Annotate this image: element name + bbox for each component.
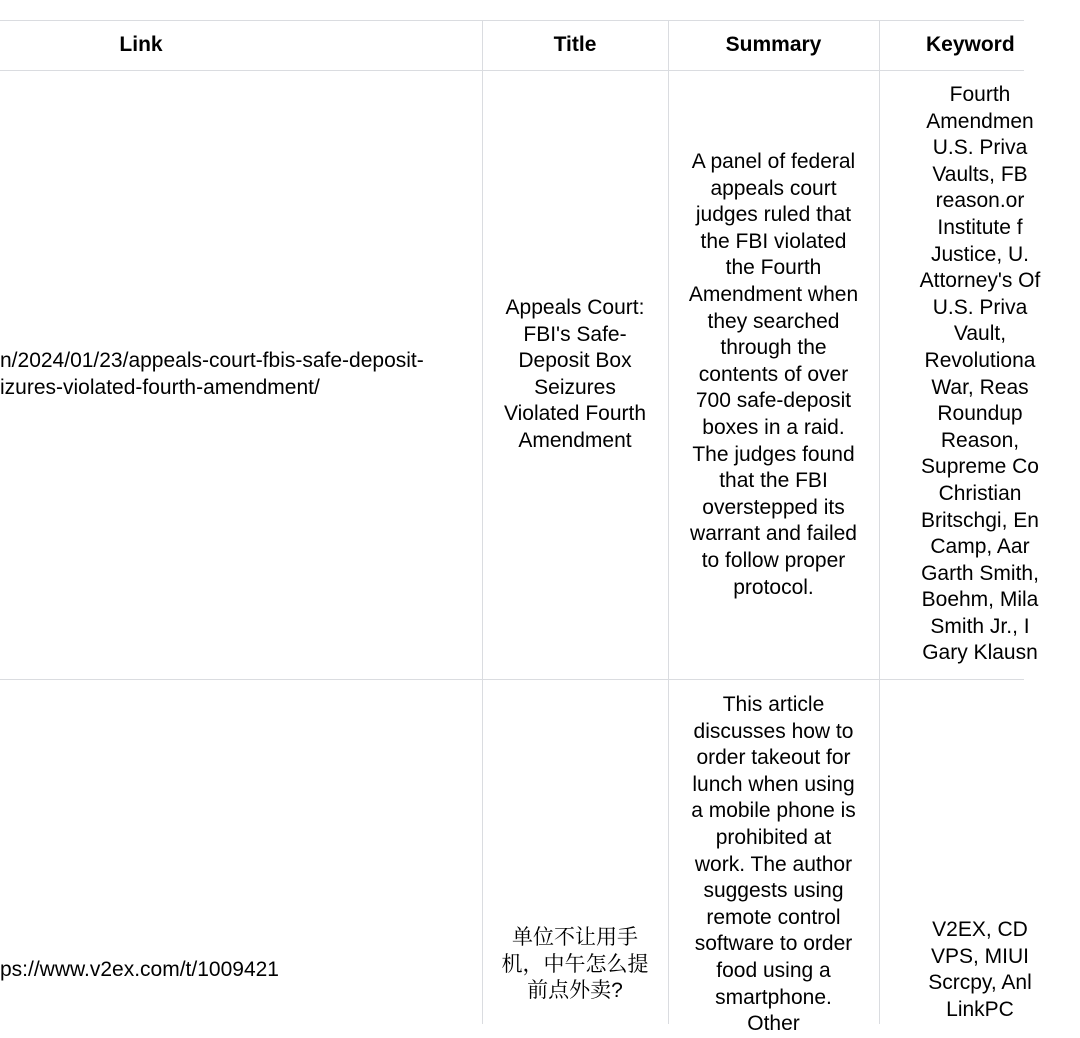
- keyword-line: V2EX, CD: [932, 918, 1028, 941]
- keyword-line: Roundup: [937, 402, 1023, 426]
- title-line: 机，中午怎么提: [501, 952, 649, 976]
- summary-line: prohibited at: [715, 825, 832, 849]
- keyword-line: Garth Smith,: [921, 561, 1039, 585]
- keyword-line: Revolutiona: [924, 348, 1036, 372]
- summary-line: protocol.: [733, 575, 814, 599]
- link-text-line[interactable]: n/2024/01/23/appeals-court-fbis-safe-deposit-: [0, 349, 424, 372]
- summary-line: Other: [747, 1012, 800, 1036]
- table-cell-summary[interactable]: [668, 692, 879, 1036]
- keyword-line: reason.or: [935, 189, 1025, 213]
- keyword-line: Amendmen: [926, 109, 1034, 133]
- summary-line: a mobile phone is: [691, 799, 856, 823]
- keyword-line: War, Reas: [931, 375, 1029, 399]
- table-cell-title[interactable]: [482, 925, 668, 1005]
- keyword-line: Institute f: [937, 215, 1023, 239]
- keyword-line: Fourth: [949, 83, 1011, 106]
- summary-line: judges ruled that: [695, 203, 852, 227]
- keyword-line: Attorney's Of: [919, 269, 1041, 293]
- keyword-line: Supreme Co: [921, 455, 1039, 479]
- title-line: FBI's Safe-: [523, 322, 627, 346]
- grid-line: [0, 70, 1024, 71]
- grid-line: [0, 679, 1024, 680]
- summary-line: boxes in a raid.: [702, 415, 845, 439]
- title-line: Deposit Box: [518, 349, 632, 373]
- keyword-line: Vaults, FB: [932, 162, 1028, 186]
- summary-line: lunch when using: [692, 772, 855, 796]
- table-cell-link[interactable]: [0, 348, 482, 401]
- summary-line: to follow proper: [701, 548, 846, 572]
- column-header-keywords[interactable]: Keyword: [926, 33, 1015, 56]
- title-line: 前点外卖?: [527, 979, 623, 1003]
- keyword-line: Justice, U.: [930, 242, 1030, 266]
- title-line: Seizures: [534, 375, 616, 399]
- summary-line: contents of over: [698, 362, 849, 386]
- keyword-line: Britschgi, En: [921, 508, 1039, 532]
- column-header-title[interactable]: Title: [553, 33, 597, 56]
- title-line: 单位不让用手: [512, 926, 638, 949]
- column-header-link[interactable]: Link: [119, 33, 163, 56]
- link-text-line[interactable]: ps://www.v2ex.com/t/1009421: [0, 958, 279, 981]
- keyword-line: U.S. Priva: [932, 136, 1028, 160]
- column-header-summary[interactable]: Summary: [725, 33, 822, 56]
- keyword-line: Gary Klausn: [922, 641, 1038, 665]
- summary-line: the Fourth: [725, 256, 822, 280]
- summary-line: that the FBI: [719, 469, 828, 493]
- title-line: Violated Fourth: [503, 402, 647, 426]
- summary-line: discusses how to: [693, 719, 854, 743]
- keyword-line: Boehm, Mila: [921, 588, 1039, 612]
- summary-line: they searched: [707, 309, 840, 333]
- table-cell-keywords[interactable]: [880, 82, 1080, 667]
- keyword-line: Reason,: [940, 428, 1020, 452]
- title-line: Appeals Court:: [505, 296, 645, 319]
- summary-line: appeals court: [710, 176, 837, 200]
- keyword-line: Vault,: [953, 322, 1007, 346]
- keyword-line: LinkPC: [946, 997, 1014, 1021]
- link-text-line[interactable]: izures-violated-fourth-amendment/: [0, 375, 320, 399]
- grid-line: [482, 20, 483, 1024]
- summary-line: The judges found: [692, 442, 855, 466]
- summary-line: A panel of federal: [691, 150, 856, 173]
- summary-line: remote control: [706, 905, 841, 929]
- table-cell-link[interactable]: [0, 957, 482, 984]
- keyword-line: U.S. Priva: [932, 295, 1028, 319]
- summary-line: food using a: [716, 958, 831, 982]
- summary-line: 700 safe-deposit: [695, 389, 852, 413]
- summary-line: Amendment when: [688, 282, 859, 306]
- summary-line: This article: [722, 693, 825, 716]
- table-cell-title[interactable]: [482, 295, 668, 455]
- summary-line: through the: [720, 336, 827, 360]
- summary-line: software to order: [694, 932, 853, 956]
- keyword-line: Scrcpy, Anl: [928, 971, 1032, 995]
- title-line: Amendment: [518, 428, 632, 452]
- summary-line: suggests using: [703, 879, 844, 903]
- summary-line: the FBI violated: [700, 229, 847, 253]
- keyword-line: Smith Jr., I: [930, 614, 1030, 638]
- grid-line: [0, 20, 1024, 21]
- keyword-line: Christian: [938, 481, 1022, 505]
- table-grid: [0, 20, 1041, 1036]
- summary-line: smartphone.: [715, 985, 832, 1009]
- summary-line: overstepped its: [702, 495, 845, 519]
- keyword-line: VPS, MIUI: [930, 944, 1030, 968]
- summary-line: warrant and failed: [690, 522, 857, 546]
- table-cell-keywords[interactable]: [880, 917, 1080, 1023]
- summary-line: order takeout for: [696, 746, 851, 770]
- table-cell-summary[interactable]: [668, 149, 879, 601]
- keyword-line: Camp, Aar: [930, 535, 1030, 559]
- summary-line: work. The author: [694, 852, 853, 876]
